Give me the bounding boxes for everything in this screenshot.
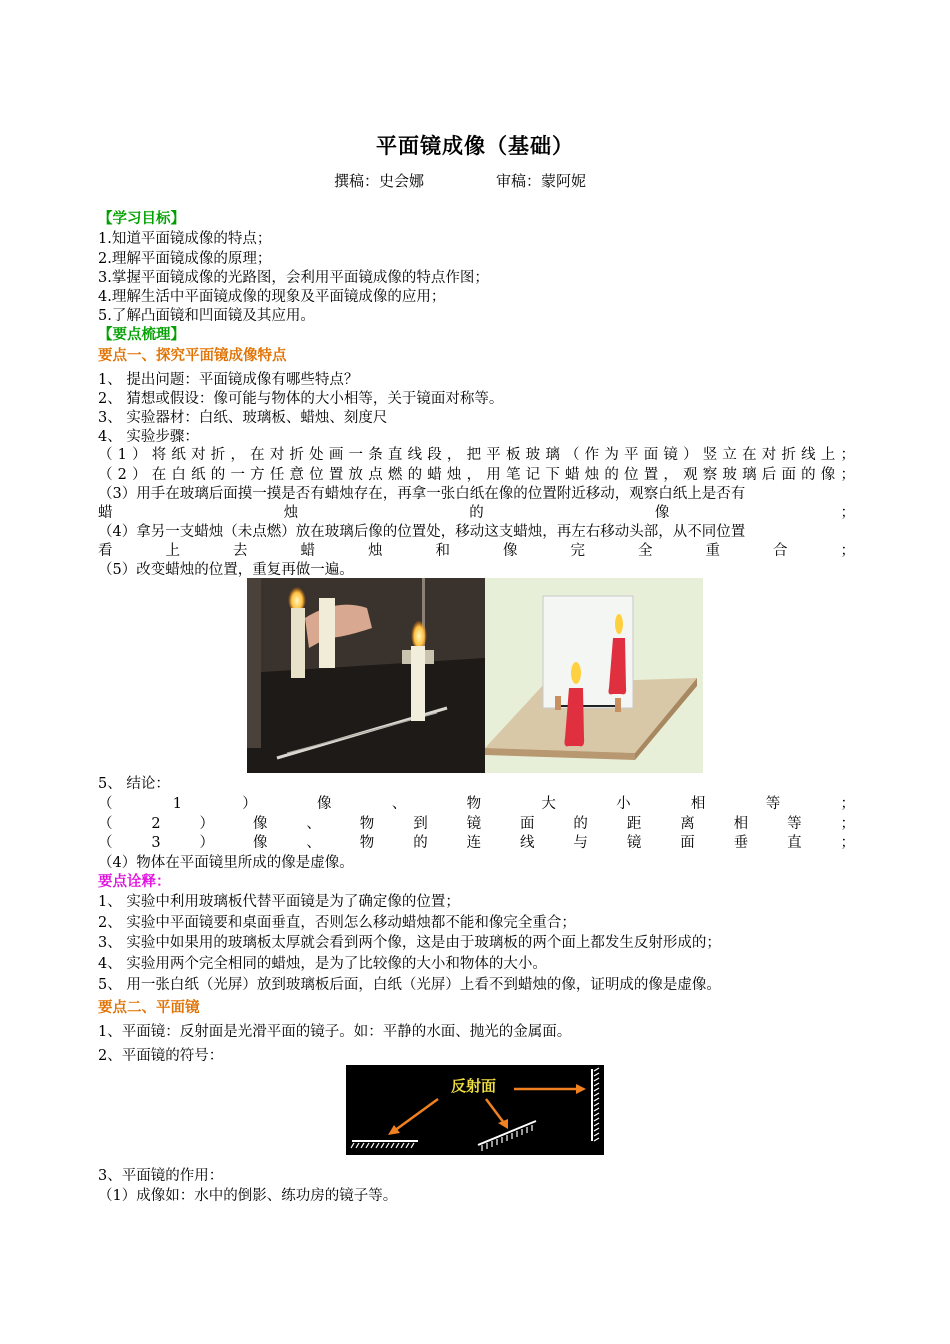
experiment-photo [247,578,485,773]
point2-item: 2、平面镜的符号： [98,1048,224,1064]
point2-heading: 要点二、平面镜 [98,1000,200,1016]
experiment-illustration [485,578,703,773]
substep: （2）在白纸的一方任意位置放点燃的蜡烛，用笔记下蜡烛的位置，观察玻璃后面的像； [98,467,855,483]
step: 2、 猜想或假设：像可能与物体的大小相等，关于镜面对称等。 [98,391,504,407]
point2-item: 1、平面镜：反射面是光滑平面的镜子。如：平静的水面、抛光的金属面。 [98,1024,572,1040]
conclusion: （2）像、物到镜面的距离相等； [98,816,855,832]
note-item: 3、 实验中如果用的玻璃板太厚就会看到两个像，这是由于玻璃板的两个面上都发生反射形成的； [98,935,721,951]
page-title: 平面镜成像（基础） [376,134,574,158]
summary-heading: 【要点梳理】 [98,327,185,343]
step: 3、 实验器材：白纸、玻璃板、蜡烛、刻度尺 [98,410,388,426]
note-item: 5、 用一张白纸（光屏）放到玻璃板后面，白纸（光屏）上看不到蜡烛的像，证明成的像是虚像。 [98,977,721,993]
substep: （1）将纸对折，在对折处画一条直线段，把平板玻璃（作为平面镜）竖立在对折线上； [98,447,855,463]
goals-heading: 【学习目标】 [98,211,185,227]
goal-item: 3.掌握平面镜成像的光路图，会利用平面镜成像的特点作图； [98,270,489,286]
goal-item: 1.知道平面镜成像的特点； [98,231,272,247]
point2-item: （1）成像如：水中的倒影、练功房的镜子等。 [98,1188,398,1204]
note-item: 2、 实验中平面镜要和桌面垂直，否则怎么移动蜡烛都不能和像完全重合； [98,915,576,931]
point2-item: 3、平面镜的作用： [98,1168,224,1184]
substep: 蜡烛的像； [98,505,855,521]
substep: （3）用手在玻璃后面摸一摸是否有蜡烛存在，再拿一张白纸在像的位置附近移动，观察白纸上是否有 [98,486,746,502]
authors-line [334,170,586,191]
substep: （4）拿另一支蜡烛（未点燃）放在玻璃后像的位置处，移动这支蜡烛，再左右移动头部，从不同位置 [98,524,746,540]
note-item: 4、 实验用两个完全相同的蜡烛，是为了比较像的大小和物体的大小。 [98,956,547,972]
point1-heading: 要点一、探究平面镜成像特点 [98,348,287,364]
goal-item: 2.理解平面镜成像的原理； [98,251,272,267]
goal-item: 5.了解凸面镜和凹面镜及其应用。 [98,308,315,324]
conclusion-label: 5、 结论： [98,776,170,792]
conclusion: （3）像、物的连线与镜面垂直； [98,835,855,851]
goal-item: 4.理解生活中平面镜成像的现象及平面镜成像的应用； [98,289,446,305]
conclusion: （1）像、物大小相等； [98,796,855,812]
mirror-symbol-diagram [346,1065,604,1155]
notes-heading: 要点诠释： [98,874,171,890]
reviewer: 审稿：蒙阿妮 [496,172,587,190]
conclusion: （4）物体在平面镜里所成的像是虚像。 [98,855,354,871]
note-item: 1、 实验中利用玻璃板代替平面镜是为了确定像的位置； [98,894,460,910]
writer: 撰稿：史会娜 [334,172,425,190]
substep: （5）改变蜡烛的位置，重复再做一遍。 [98,562,354,578]
substep: 看上去蜡烛和像完全重合； [98,543,855,559]
step: 1、 提出问题：平面镜成像有哪些特点？ [98,372,359,388]
reflective-surface-label: 反射面 [451,1077,497,1095]
step: 4、 实验步骤： [98,429,199,445]
